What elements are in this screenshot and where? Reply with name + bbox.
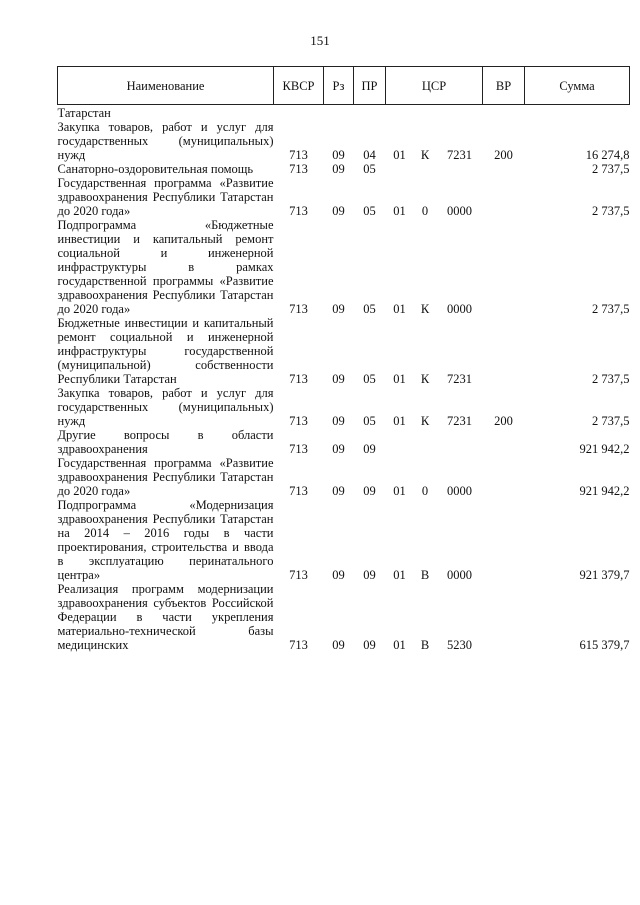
cell-pr: 05	[363, 204, 376, 218]
cell-pr: 05	[363, 302, 376, 316]
cell-pr: 05	[363, 372, 376, 386]
cell-name: Подпрограмма «Модернизация здравоохранения Республики Татарстан на 2014 – 2016 годы в части проектирования, строительства и ввода в эксплуатацию перинатального центра»	[57, 498, 274, 582]
cell-rz: 09	[332, 302, 345, 316]
cell-pr: 04	[363, 148, 376, 162]
cell-name: Закупка товаров, работ и услуг для государственных (муниципальных) нужд	[57, 120, 274, 162]
cell-name: Другие вопросы в области здравоохранения	[57, 428, 274, 456]
table-row	[58, 218, 630, 316]
cell-csr-subprogram	[414, 428, 437, 456]
cell-sum: 2 737,5	[592, 372, 630, 386]
cell-sum: 921 942,2	[579, 484, 630, 498]
cell-kvsr: 713	[289, 372, 308, 386]
cell-csr-program: 01	[393, 302, 406, 316]
cell-vr: 200	[494, 414, 513, 428]
cell-kvsr: 713	[289, 302, 308, 316]
cell-vr	[483, 162, 525, 176]
cell-name: Бюджетные инвестиции и капитальный ремонт социальной и инженерной инфраструктуры государственной (муниципальной) собственности Республики Татарстан	[57, 316, 274, 386]
table-row	[58, 428, 630, 456]
cell-csr-program: 01	[393, 568, 406, 582]
table-row	[58, 176, 630, 218]
cell-name: Подпрограмма «Бюджетные инвестиции и капитальный ремонт социальной и инженерной инфраструктуры в рамках государственной программы «Развитие здравоохранения Республики Татарстан до 2020 года»	[57, 218, 274, 316]
cell-sum: 615 379,7	[579, 638, 630, 652]
cell-csr-subprogram: В	[420, 568, 430, 582]
cell-sum: 2 737,5	[592, 302, 630, 316]
cell-csr-program	[386, 428, 414, 456]
table-header	[58, 67, 630, 105]
cell-rz: 09	[332, 568, 345, 582]
cell-kvsr: 713	[289, 638, 308, 652]
cell-pr: 09	[363, 568, 376, 582]
budget-table	[57, 66, 630, 652]
cell-rz: 09	[332, 484, 345, 498]
cell-vr	[483, 176, 525, 218]
cell-csr-direction: 0000	[447, 484, 472, 498]
cell-rz: 09	[332, 162, 345, 176]
cell-csr-program: 01	[393, 484, 406, 498]
cell-name: Санаторно-оздоровительная помощь	[57, 162, 254, 176]
cell-csr-direction: 7231	[447, 372, 472, 386]
table-row	[58, 316, 630, 386]
cell-kvsr: 713	[289, 162, 308, 176]
cell-rz: 09	[332, 148, 345, 162]
header-kvsr: КВСР	[274, 67, 324, 105]
cell-csr-program: 01	[393, 148, 406, 162]
cell-sum: 2 737,5	[592, 414, 630, 428]
cell-sum	[525, 105, 630, 121]
cell-vr	[483, 218, 525, 316]
cell-csr-direction	[437, 428, 483, 456]
cell-csr-program: 01	[393, 372, 406, 386]
cell-name: Татарстан	[57, 106, 111, 120]
cell-kvsr	[274, 105, 324, 121]
cell-kvsr: 713	[289, 204, 308, 218]
cell-vr	[483, 498, 525, 582]
cell-rz	[324, 105, 354, 121]
cell-csr-direction	[437, 162, 483, 176]
table-row	[58, 120, 630, 162]
cell-pr: 05	[363, 414, 376, 428]
cell-csr-subprogram: К	[420, 414, 430, 428]
cell-pr: 09	[363, 484, 376, 498]
table-row	[58, 105, 630, 121]
cell-kvsr: 713	[289, 484, 308, 498]
table-row	[58, 162, 630, 176]
cell-sum: 2 737,5	[592, 162, 630, 176]
cell-sum: 921 942,2	[579, 442, 630, 456]
cell-csr-subprogram: К	[420, 302, 430, 316]
table-row	[58, 386, 630, 428]
cell-csr-direction: 0000	[447, 568, 472, 582]
cell-csr-subprogram: В	[420, 638, 430, 652]
cell-csr-subprogram: К	[420, 372, 430, 386]
cell-rz: 09	[332, 638, 345, 652]
cell-csr-subprogram: К	[420, 148, 430, 162]
cell-csr-direction: 7231	[447, 414, 472, 428]
cell-name: Государственная программа «Развитие здравоохранения Республики Татарстан до 2020 года»	[57, 456, 274, 498]
cell-vr	[483, 428, 525, 456]
cell-pr	[354, 105, 386, 121]
cell-sum: 16 274,8	[585, 148, 630, 162]
cell-kvsr: 713	[289, 414, 308, 428]
header-csr: ЦСР	[386, 67, 483, 105]
header-vr: ВР	[483, 67, 525, 105]
cell-vr	[483, 582, 525, 652]
cell-rz: 09	[332, 442, 345, 456]
cell-vr	[483, 105, 525, 121]
cell-name: Реализация программ модернизации здравоохранения субъектов Российской Федерации в части укрепления материально-технической базы медицинских	[57, 582, 274, 652]
cell-csr-program: 01	[393, 414, 406, 428]
cell-csr-program: 01	[393, 638, 406, 652]
header-pr: ПР	[354, 67, 386, 105]
cell-csr-program	[386, 162, 414, 176]
cell-rz: 09	[332, 204, 345, 218]
table-row	[58, 582, 630, 652]
page-number: 151	[310, 33, 330, 48]
header-name: Наименование	[58, 67, 274, 105]
table-row	[58, 456, 630, 498]
cell-pr: 09	[363, 638, 376, 652]
cell-csr-subprogram	[414, 105, 437, 121]
cell-sum: 921 379,7	[579, 568, 630, 582]
cell-csr-direction: 7231	[447, 148, 472, 162]
cell-sum: 2 737,5	[592, 204, 630, 218]
cell-rz: 09	[332, 372, 345, 386]
cell-rz: 09	[332, 414, 345, 428]
cell-vr	[483, 456, 525, 498]
cell-pr: 09	[363, 442, 376, 456]
cell-vr	[483, 316, 525, 386]
table-body	[58, 105, 630, 653]
table-row	[58, 498, 630, 582]
cell-csr-subprogram	[414, 162, 437, 176]
cell-csr-subprogram: 0	[421, 204, 429, 218]
cell-name: Закупка товаров, работ и услуг для государственных (муниципальных) нужд	[57, 386, 274, 428]
cell-csr-program: 01	[393, 204, 406, 218]
cell-pr: 05	[363, 162, 376, 176]
cell-name: Государственная программа «Развитие здравоохранения Республики Татарстан до 2020 года»	[57, 176, 274, 218]
cell-csr-direction: 0000	[447, 302, 472, 316]
header-sum: Сумма	[525, 67, 630, 105]
cell-csr-direction: 5230	[447, 638, 472, 652]
cell-kvsr: 713	[289, 442, 308, 456]
cell-kvsr: 713	[289, 148, 308, 162]
cell-csr-direction	[437, 105, 483, 121]
cell-csr-program	[386, 105, 414, 121]
header-rz: Рз	[324, 67, 354, 105]
cell-csr-subprogram: 0	[421, 484, 429, 498]
cell-csr-direction: 0000	[447, 204, 472, 218]
cell-kvsr: 713	[289, 568, 308, 582]
cell-vr: 200	[494, 148, 513, 162]
